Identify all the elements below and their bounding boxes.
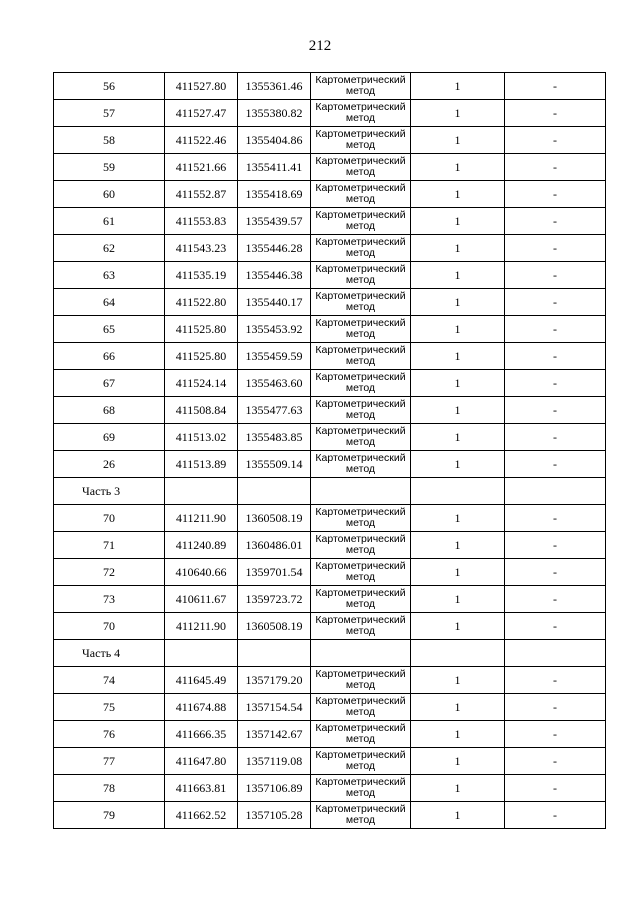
y-coordinate-cell: 1355453.92	[238, 316, 311, 343]
method-cell	[311, 262, 411, 289]
empty-cell	[505, 640, 606, 667]
y-coordinate-cell: 1357119.08	[238, 748, 311, 775]
method-text-line: метод	[345, 193, 376, 205]
y-coordinate-cell: 1357179.20	[238, 667, 311, 694]
x-coordinate-cell: 411513.02	[165, 424, 238, 451]
accuracy-cell: 1	[411, 100, 505, 127]
method-text-line: Картометрический	[315, 74, 406, 86]
method-text-line: метод	[345, 220, 376, 232]
method-cell	[311, 235, 411, 262]
point-number-cell: 60	[54, 181, 165, 208]
note-cell: -	[505, 208, 606, 235]
method-cell	[311, 343, 411, 370]
point-number-cell: 59	[54, 154, 165, 181]
note-cell: -	[505, 748, 606, 775]
method-text-line: метод	[345, 355, 376, 367]
point-number-cell: 67	[54, 370, 165, 397]
y-coordinate-cell: 1360508.19	[238, 613, 311, 640]
method-cell	[311, 721, 411, 748]
method-text-line: Картометрический	[315, 209, 406, 221]
table-row	[54, 262, 606, 289]
note-cell: -	[505, 775, 606, 802]
method-text-line: метод	[345, 382, 376, 394]
point-number-cell: 65	[54, 316, 165, 343]
method-cell	[311, 316, 411, 343]
empty-cell	[165, 640, 238, 667]
x-coordinate-cell: 411522.80	[165, 289, 238, 316]
table-row	[54, 748, 606, 775]
point-number-cell: 58	[54, 127, 165, 154]
accuracy-cell: 1	[411, 451, 505, 478]
point-number-cell: 77	[54, 748, 165, 775]
table-row	[54, 181, 606, 208]
method-cell	[311, 289, 411, 316]
y-coordinate-cell: 1357154.54	[238, 694, 311, 721]
accuracy-cell: 1	[411, 235, 505, 262]
table-row	[54, 613, 606, 640]
point-number-cell: 57	[54, 100, 165, 127]
method-text-line: Картометрический	[315, 614, 406, 626]
method-text-line: Картометрический	[315, 695, 406, 707]
y-coordinate-cell: 1355404.86	[238, 127, 311, 154]
y-coordinate-cell: 1357105.28	[238, 802, 311, 829]
table-row	[54, 370, 606, 397]
x-coordinate-cell: 411527.47	[165, 100, 238, 127]
x-coordinate-cell: 411525.80	[165, 316, 238, 343]
note-cell: -	[505, 154, 606, 181]
accuracy-cell: 1	[411, 127, 505, 154]
y-coordinate-cell: 1355463.60	[238, 370, 311, 397]
note-cell: -	[505, 721, 606, 748]
table-row	[54, 694, 606, 721]
table-row	[54, 235, 606, 262]
point-number-cell: 70	[54, 613, 165, 640]
y-coordinate-cell: 1360486.01	[238, 532, 311, 559]
empty-cell	[411, 640, 505, 667]
section-row	[54, 478, 606, 505]
point-number-cell: 26	[54, 451, 165, 478]
x-coordinate-cell: 411211.90	[165, 505, 238, 532]
y-coordinate-cell: 1357106.89	[238, 775, 311, 802]
method-text-line: метод	[345, 166, 376, 178]
method-text-line: Картометрический	[315, 803, 406, 815]
method-text-line: Картометрический	[315, 533, 406, 545]
method-text-line: Картометрический	[315, 236, 406, 248]
method-cell	[311, 451, 411, 478]
y-coordinate-cell: 1360508.19	[238, 505, 311, 532]
x-coordinate-cell: 411525.80	[165, 343, 238, 370]
empty-cell	[411, 478, 505, 505]
method-text-line: Картометрический	[315, 425, 406, 437]
note-cell: -	[505, 370, 606, 397]
x-coordinate-cell: 411674.88	[165, 694, 238, 721]
table-row	[54, 154, 606, 181]
accuracy-cell: 1	[411, 505, 505, 532]
method-text-line: Картометрический	[315, 749, 406, 761]
x-coordinate-cell: 411543.23	[165, 235, 238, 262]
x-coordinate-cell: 411663.81	[165, 775, 238, 802]
point-number-cell: 79	[54, 802, 165, 829]
table-row	[54, 505, 606, 532]
method-cell	[311, 775, 411, 802]
table-row	[54, 667, 606, 694]
y-coordinate-cell: 1355439.57	[238, 208, 311, 235]
y-coordinate-cell: 1355361.46	[238, 73, 311, 100]
table-row	[54, 775, 606, 802]
x-coordinate-cell: 411240.89	[165, 532, 238, 559]
accuracy-cell: 1	[411, 586, 505, 613]
method-cell	[311, 694, 411, 721]
method-text-line: Картометрический	[315, 371, 406, 383]
y-coordinate-cell: 1357142.67	[238, 721, 311, 748]
point-number-cell: 62	[54, 235, 165, 262]
method-text-line: Картометрический	[315, 290, 406, 302]
table-row	[54, 451, 606, 478]
accuracy-cell: 1	[411, 748, 505, 775]
method-cell	[311, 100, 411, 127]
x-coordinate-cell: 411211.90	[165, 613, 238, 640]
accuracy-cell: 1	[411, 532, 505, 559]
method-text-line: метод	[345, 112, 376, 124]
note-cell: -	[505, 667, 606, 694]
method-text-line: Картометрический	[315, 263, 406, 275]
x-coordinate-cell: 411647.80	[165, 748, 238, 775]
point-number-cell: 66	[54, 343, 165, 370]
point-number-cell: 68	[54, 397, 165, 424]
y-coordinate-cell: 1355411.41	[238, 154, 311, 181]
y-coordinate-cell: 1355440.17	[238, 289, 311, 316]
table-row	[54, 559, 606, 586]
x-coordinate-cell: 410640.66	[165, 559, 238, 586]
method-cell	[311, 370, 411, 397]
accuracy-cell: 1	[411, 613, 505, 640]
method-text-line: Картометрический	[315, 317, 406, 329]
accuracy-cell: 1	[411, 721, 505, 748]
method-text-line: Картометрический	[315, 182, 406, 194]
note-cell: -	[505, 181, 606, 208]
method-cell	[311, 505, 411, 532]
point-number-cell: 78	[54, 775, 165, 802]
method-text-line: Картометрический	[315, 668, 406, 680]
method-cell	[311, 532, 411, 559]
empty-cell	[238, 478, 311, 505]
method-text-line: метод	[345, 598, 376, 610]
point-number-cell: 72	[54, 559, 165, 586]
accuracy-cell: 1	[411, 316, 505, 343]
table-row	[54, 721, 606, 748]
method-text-line: метод	[345, 274, 376, 286]
note-cell: -	[505, 289, 606, 316]
method-text-line: Картометрический	[315, 398, 406, 410]
accuracy-cell: 1	[411, 559, 505, 586]
note-cell: -	[505, 559, 606, 586]
method-cell	[311, 154, 411, 181]
method-text-line: метод	[345, 625, 376, 637]
point-number-cell: 56	[54, 73, 165, 100]
y-coordinate-cell: 1359701.54	[238, 559, 311, 586]
method-text-line: метод	[345, 301, 376, 313]
method-text-line: Картометрический	[315, 776, 406, 788]
x-coordinate-cell: 411521.66	[165, 154, 238, 181]
accuracy-cell: 1	[411, 667, 505, 694]
point-number-cell: 70	[54, 505, 165, 532]
note-cell: -	[505, 802, 606, 829]
x-coordinate-cell: 411552.87	[165, 181, 238, 208]
point-number-cell: 69	[54, 424, 165, 451]
x-coordinate-cell: 411513.89	[165, 451, 238, 478]
page-number: 212	[308, 38, 332, 54]
method-text-line: метод	[345, 436, 376, 448]
method-text-line: Картометрический	[315, 155, 406, 167]
method-text-line: Картометрический	[315, 344, 406, 356]
method-cell	[311, 424, 411, 451]
method-text-line: метод	[345, 544, 376, 556]
note-cell: -	[505, 505, 606, 532]
empty-cell	[311, 478, 411, 505]
x-coordinate-cell: 411527.80	[165, 73, 238, 100]
note-cell: -	[505, 235, 606, 262]
method-text-line: Картометрический	[315, 506, 406, 518]
method-text-line: Картометрический	[315, 560, 406, 572]
table-row	[54, 532, 606, 559]
point-number-cell: 73	[54, 586, 165, 613]
accuracy-cell: 1	[411, 181, 505, 208]
method-text-line: метод	[345, 247, 376, 259]
accuracy-cell: 1	[411, 694, 505, 721]
method-cell	[311, 667, 411, 694]
empty-cell	[311, 640, 411, 667]
note-cell: -	[505, 451, 606, 478]
table-row	[54, 343, 606, 370]
method-text-line: Картометрический	[315, 587, 406, 599]
point-number-cell: 71	[54, 532, 165, 559]
x-coordinate-cell: 411522.46	[165, 127, 238, 154]
method-text-line: метод	[345, 463, 376, 475]
accuracy-cell: 1	[411, 370, 505, 397]
method-cell	[311, 73, 411, 100]
accuracy-cell: 1	[411, 73, 505, 100]
y-coordinate-cell: 1355418.69	[238, 181, 311, 208]
method-text-line: метод	[345, 517, 376, 529]
section-row	[54, 640, 606, 667]
table-row	[54, 586, 606, 613]
note-cell: -	[505, 532, 606, 559]
note-cell: -	[505, 424, 606, 451]
y-coordinate-cell: 1359723.72	[238, 586, 311, 613]
point-number-cell: 76	[54, 721, 165, 748]
point-number-cell: 63	[54, 262, 165, 289]
method-text-line: метод	[345, 409, 376, 421]
table-row	[54, 73, 606, 100]
x-coordinate-cell: 411508.84	[165, 397, 238, 424]
empty-cell	[238, 640, 311, 667]
y-coordinate-cell: 1355477.63	[238, 397, 311, 424]
note-cell: -	[505, 316, 606, 343]
method-cell	[311, 127, 411, 154]
table-row	[54, 289, 606, 316]
note-cell: -	[505, 100, 606, 127]
accuracy-cell: 1	[411, 154, 505, 181]
point-number-cell: 74	[54, 667, 165, 694]
accuracy-cell: 1	[411, 289, 505, 316]
method-cell	[311, 208, 411, 235]
section-label: Часть 3	[54, 478, 165, 505]
accuracy-cell: 1	[411, 775, 505, 802]
y-coordinate-cell: 1355380.82	[238, 100, 311, 127]
x-coordinate-cell: 411666.35	[165, 721, 238, 748]
y-coordinate-cell: 1355446.28	[238, 235, 311, 262]
method-text-line: Картометрический	[315, 128, 406, 140]
point-number-cell: 64	[54, 289, 165, 316]
coordinates-table	[53, 72, 606, 829]
accuracy-cell: 1	[411, 424, 505, 451]
table-row	[54, 208, 606, 235]
x-coordinate-cell: 411524.14	[165, 370, 238, 397]
method-text-line: Картометрический	[315, 452, 406, 464]
method-text-line: метод	[345, 706, 376, 718]
y-coordinate-cell: 1355459.59	[238, 343, 311, 370]
note-cell: -	[505, 586, 606, 613]
table-row	[54, 424, 606, 451]
table-row	[54, 127, 606, 154]
method-cell	[311, 586, 411, 613]
method-text-line: Картометрический	[315, 101, 406, 113]
method-text-line: метод	[345, 679, 376, 691]
y-coordinate-cell: 1355446.38	[238, 262, 311, 289]
empty-cell	[165, 478, 238, 505]
x-coordinate-cell: 411662.52	[165, 802, 238, 829]
method-text-line: метод	[345, 139, 376, 151]
method-text-line: метод	[345, 733, 376, 745]
note-cell: -	[505, 397, 606, 424]
method-text-line: метод	[345, 814, 376, 826]
coordinates-table-body	[54, 73, 606, 829]
table-row	[54, 802, 606, 829]
x-coordinate-cell: 411535.19	[165, 262, 238, 289]
x-coordinate-cell: 411553.83	[165, 208, 238, 235]
y-coordinate-cell: 1355509.14	[238, 451, 311, 478]
table-row	[54, 316, 606, 343]
x-coordinate-cell: 411645.49	[165, 667, 238, 694]
empty-cell	[505, 478, 606, 505]
method-cell	[311, 181, 411, 208]
method-text-line: метод	[345, 85, 376, 97]
accuracy-cell: 1	[411, 397, 505, 424]
accuracy-cell: 1	[411, 802, 505, 829]
table-row	[54, 100, 606, 127]
x-coordinate-cell: 410611.67	[165, 586, 238, 613]
method-text-line: метод	[345, 760, 376, 772]
note-cell: -	[505, 694, 606, 721]
table-row	[54, 397, 606, 424]
method-cell	[311, 559, 411, 586]
note-cell: -	[505, 343, 606, 370]
method-cell	[311, 802, 411, 829]
method-text-line: Картометрический	[315, 722, 406, 734]
note-cell: -	[505, 127, 606, 154]
method-cell	[311, 748, 411, 775]
method-cell	[311, 613, 411, 640]
y-coordinate-cell: 1355483.85	[238, 424, 311, 451]
method-text-line: метод	[345, 571, 376, 583]
accuracy-cell: 1	[411, 343, 505, 370]
method-cell	[311, 397, 411, 424]
accuracy-cell: 1	[411, 262, 505, 289]
method-text-line: метод	[345, 787, 376, 799]
method-text-line: метод	[345, 328, 376, 340]
note-cell: -	[505, 613, 606, 640]
section-label: Часть 4	[54, 640, 165, 667]
note-cell: -	[505, 73, 606, 100]
point-number-cell: 61	[54, 208, 165, 235]
point-number-cell: 75	[54, 694, 165, 721]
note-cell: -	[505, 262, 606, 289]
accuracy-cell: 1	[411, 208, 505, 235]
